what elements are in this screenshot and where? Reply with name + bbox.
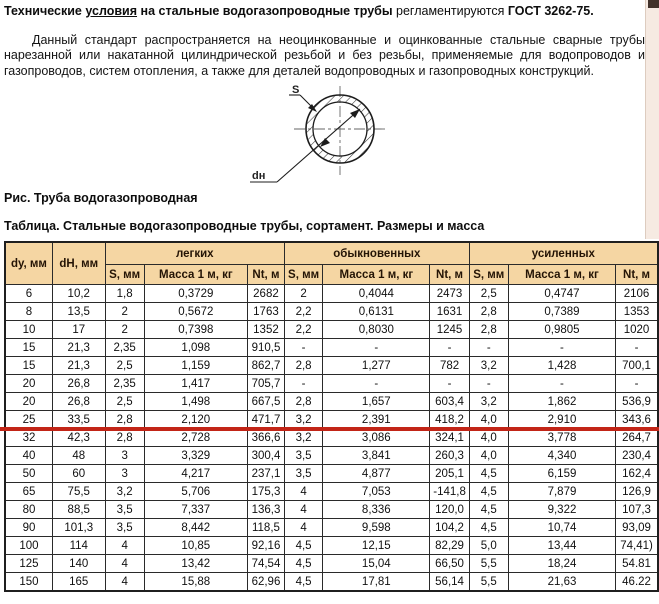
- table-cell: 3,2: [105, 483, 144, 501]
- table-cell: 50: [5, 465, 52, 483]
- table-cell: 54.81: [616, 555, 658, 573]
- table-cell: 1,277: [323, 357, 430, 375]
- table-cell: 126,9: [616, 483, 658, 501]
- table-cell: 13,5: [52, 303, 105, 321]
- table-cell: 5,5: [469, 573, 508, 592]
- table-cell: 15,04: [323, 555, 430, 573]
- table-cell: 4,0: [469, 447, 508, 465]
- table-cell: 3,2: [285, 411, 323, 429]
- table-cell: 2,35: [105, 375, 144, 393]
- table-cell: 75,5: [52, 483, 105, 501]
- table-cell: 3,841: [323, 447, 430, 465]
- table-row: [5, 357, 658, 375]
- table-cell: 1020: [616, 321, 658, 339]
- table-cell: 17,81: [323, 573, 430, 592]
- table-cell: 65: [5, 483, 52, 501]
- table-cell: -: [469, 339, 508, 357]
- table-cell: -: [285, 375, 323, 393]
- table-cell: 165: [52, 573, 105, 592]
- table-cell: 48: [52, 447, 105, 465]
- table-cell: 5,706: [144, 483, 247, 501]
- table-cell: -: [616, 339, 658, 357]
- table-cell: 4,0: [469, 411, 508, 429]
- table-cell: 10,2: [52, 285, 105, 303]
- table-cell: 1763: [247, 303, 284, 321]
- table-row: [5, 465, 658, 483]
- table-cell: 2,8: [105, 429, 144, 447]
- table-cell: 21,3: [52, 339, 105, 357]
- table-cell: 2473: [430, 285, 469, 303]
- table-cell: 0,6131: [323, 303, 430, 321]
- table-cell: 4: [105, 573, 144, 592]
- header-sub: Масса 1 м, кг: [323, 265, 430, 285]
- table-cell: 4,5: [469, 483, 508, 501]
- title-lead: Технические: [4, 4, 82, 18]
- header-dn: dH, мм: [52, 242, 105, 285]
- table-cell: 2,8: [469, 303, 508, 321]
- table-body: [5, 285, 658, 592]
- table-cell: 4: [285, 501, 323, 519]
- table-cell: 2,8: [469, 321, 508, 339]
- table-cell: 1,498: [144, 393, 247, 411]
- table-cell: 15: [5, 357, 52, 375]
- table-cell: 7,337: [144, 501, 247, 519]
- header-dy: dy, мм: [5, 242, 52, 285]
- table-cell: -: [285, 339, 323, 357]
- table-cell: 21,3: [52, 357, 105, 375]
- table-cell: 1631: [430, 303, 469, 321]
- table-row: [5, 573, 658, 592]
- table-cell: 910,5: [247, 339, 284, 357]
- table-cell: 4: [105, 555, 144, 573]
- table-cell: 2,8: [285, 357, 323, 375]
- table-cell: 10,74: [508, 519, 615, 537]
- table-cell: 418,2: [430, 411, 469, 429]
- table-cell: 74,54: [247, 555, 284, 573]
- table-cell: 9,598: [323, 519, 430, 537]
- table-cell: 4,5: [469, 519, 508, 537]
- table-cell: 0,5672: [144, 303, 247, 321]
- table-cell: 471,7: [247, 411, 284, 429]
- table-row: [5, 429, 658, 447]
- table-cell: 175,3: [247, 483, 284, 501]
- table-cell: 260,3: [430, 447, 469, 465]
- table-cell: 5,0: [469, 537, 508, 555]
- table-cell: 300,4: [247, 447, 284, 465]
- table-cell: 536,9: [616, 393, 658, 411]
- table-cell: 3: [105, 447, 144, 465]
- table-cell: 205,1: [430, 465, 469, 483]
- pipe-cross-section-drawing: [220, 83, 460, 187]
- table-cell: 8,336: [323, 501, 430, 519]
- table-cell: 33,5: [52, 411, 105, 429]
- table-cell: 230,4: [616, 447, 658, 465]
- table-cell: 2106: [616, 285, 658, 303]
- table-cell: 3,5: [105, 519, 144, 537]
- table-cell: 603,4: [430, 393, 469, 411]
- table-cell: 4: [285, 519, 323, 537]
- table-cell: 1,8: [105, 285, 144, 303]
- table-cell: 5,5: [469, 555, 508, 573]
- table-cell: 100: [5, 537, 52, 555]
- table-row: [5, 339, 658, 357]
- table-cell: 62,96: [247, 573, 284, 592]
- table-cell: 343,6: [616, 411, 658, 429]
- table-cell: 118,5: [247, 519, 284, 537]
- table-cell: 1,862: [508, 393, 615, 411]
- table-cell: 66,50: [430, 555, 469, 573]
- header-group: обыкновенных: [285, 242, 470, 265]
- table-cell: 2,5: [105, 357, 144, 375]
- table-cell: 0,4747: [508, 285, 615, 303]
- table-cell: 1245: [430, 321, 469, 339]
- pipes-table: [4, 241, 659, 592]
- table-cell: 1353: [616, 303, 658, 321]
- table-row: [5, 393, 658, 411]
- table-cell: 3,329: [144, 447, 247, 465]
- table-cell: -: [430, 339, 469, 357]
- table-cell: 2,5: [469, 285, 508, 303]
- outer-diameter-label: dн: [252, 170, 266, 183]
- table-row: [5, 501, 658, 519]
- table-cell: 93,09: [616, 519, 658, 537]
- gost-number: ГОСТ 3262-75.: [507, 4, 594, 18]
- table-cell: -: [469, 375, 508, 393]
- header-sub: Масса 1 м, кг: [144, 265, 247, 285]
- header-group: легких: [105, 242, 284, 265]
- table-cell: 667,5: [247, 393, 284, 411]
- table-cell: 40: [5, 447, 52, 465]
- table-row: [5, 303, 658, 321]
- table-cell: 42,3: [52, 429, 105, 447]
- table-row: [5, 447, 658, 465]
- table-cell: 2: [285, 285, 323, 303]
- title-subject: на стальные водогазопроводные трубы: [140, 4, 393, 18]
- table-caption: Таблица. Стальные водогазопроводные трубы, сортамент. Размеры и масса: [4, 219, 485, 234]
- table-cell: 2,2: [285, 303, 323, 321]
- table-row: [5, 483, 658, 501]
- table-cell: 3,5: [285, 447, 323, 465]
- table-cell: 150: [5, 573, 52, 592]
- header-sub: Nt, м: [616, 265, 658, 285]
- table-cell: 3,086: [323, 429, 430, 447]
- table-cell: -: [323, 375, 430, 393]
- table-cell: 4: [105, 537, 144, 555]
- table-cell: 15,88: [144, 573, 247, 592]
- table-cell: 25: [5, 411, 52, 429]
- table-cell: 7,053: [323, 483, 430, 501]
- header-sub: Масса 1 м, кг: [508, 265, 615, 285]
- table-cell: 4,217: [144, 465, 247, 483]
- table-cell: 2,391: [323, 411, 430, 429]
- table-cell: 4,5: [285, 555, 323, 573]
- page-title: [4, 4, 645, 20]
- table-cell: 4,5: [469, 501, 508, 519]
- table-cell: 3,778: [508, 429, 615, 447]
- table-cell: 0,7389: [508, 303, 615, 321]
- table-cell: 2,5: [105, 393, 144, 411]
- table-cell: 3,5: [105, 501, 144, 519]
- table-cell: 32: [5, 429, 52, 447]
- table-cell: 8,442: [144, 519, 247, 537]
- header-sub: S, мм: [469, 265, 508, 285]
- table-cell: 2682: [247, 285, 284, 303]
- table-cell: 3: [105, 465, 144, 483]
- table-cell: 0,9805: [508, 321, 615, 339]
- table-cell: 60: [52, 465, 105, 483]
- table-header: [5, 242, 658, 285]
- table-cell: 1,098: [144, 339, 247, 357]
- table-cell: 1,428: [508, 357, 615, 375]
- table-cell: 13,44: [508, 537, 615, 555]
- table-cell: 2,8: [285, 393, 323, 411]
- table-cell: 90: [5, 519, 52, 537]
- figure-caption: Рис. Труба водогазопроводная: [4, 191, 198, 206]
- table-cell: 3,2: [469, 393, 508, 411]
- title-link-word[interactable]: условия: [85, 4, 138, 18]
- table-cell: 120,0: [430, 501, 469, 519]
- table-cell: -: [616, 375, 658, 393]
- table-cell: -141,8: [430, 483, 469, 501]
- table-cell: 862,7: [247, 357, 284, 375]
- table-cell: 17: [52, 321, 105, 339]
- wall-thickness-label: S: [292, 84, 300, 97]
- table-row: [5, 375, 658, 393]
- table-cell: 7,879: [508, 483, 615, 501]
- table-cell: 2,2: [285, 321, 323, 339]
- table-cell: -: [508, 375, 615, 393]
- table-row: [5, 519, 658, 537]
- table-cell: 1,657: [323, 393, 430, 411]
- table-cell: 4,0: [469, 429, 508, 447]
- table-cell: 26,8: [52, 393, 105, 411]
- table-cell: 82,29: [430, 537, 469, 555]
- table-cell: 15: [5, 339, 52, 357]
- table-cell: 92,16: [247, 537, 284, 555]
- table-cell: 705,7: [247, 375, 284, 393]
- intro-paragraph: Данный стандарт распространяется на неоцинкованные и оцинкованные стальные сварные трубы нарезанной или накатанной цилиндрической резьбой и без резьбы, применяемые для водопроводов и газопроводов, систем отопления, а также для деталей водопроводных и газопроводных конструкций.: [4, 32, 645, 78]
- table-cell: 80: [5, 501, 52, 519]
- table-cell: 1,159: [144, 357, 247, 375]
- table-cell: 20: [5, 393, 52, 411]
- table-cell: 366,6: [247, 429, 284, 447]
- title-verb: регламентируются: [396, 4, 505, 18]
- table-cell: 4,5: [469, 465, 508, 483]
- table-cell: 2,35: [105, 339, 144, 357]
- table-cell: 21,63: [508, 573, 615, 592]
- table-cell: 26,8: [52, 375, 105, 393]
- table-cell: 56,14: [430, 573, 469, 592]
- table-cell: 324,1: [430, 429, 469, 447]
- table-row: [5, 555, 658, 573]
- table-cell: 0,3729: [144, 285, 247, 303]
- header-sub: S, мм: [285, 265, 323, 285]
- header-sub: Nt, м: [247, 265, 284, 285]
- table-cell: -: [323, 339, 430, 357]
- table-row: [5, 537, 658, 555]
- table-row: [5, 321, 658, 339]
- table-row: [5, 285, 658, 303]
- table-cell: 10: [5, 321, 52, 339]
- table-cell: 2: [105, 303, 144, 321]
- table-cell: 88,5: [52, 501, 105, 519]
- table-cell: 0,4044: [323, 285, 430, 303]
- table-cell: 1,417: [144, 375, 247, 393]
- table-cell: 6: [5, 285, 52, 303]
- table-cell: 9,322: [508, 501, 615, 519]
- table-cell: 125: [5, 555, 52, 573]
- table-cell: 2: [105, 321, 144, 339]
- table-cell: 2,910: [508, 411, 615, 429]
- header-group: усиленных: [469, 242, 658, 265]
- table-cell: 13,42: [144, 555, 247, 573]
- table-cell: -: [430, 375, 469, 393]
- pipe-figure: [4, 83, 645, 187]
- table-cell: 4,340: [508, 447, 615, 465]
- table-cell: 3,2: [469, 357, 508, 375]
- table-cell: 700,1: [616, 357, 658, 375]
- table-cell: 237,1: [247, 465, 284, 483]
- table-cell: 4,5: [285, 537, 323, 555]
- table-cell: 3,5: [285, 465, 323, 483]
- table-cell: 4,5: [285, 573, 323, 592]
- table-cell: 162,4: [616, 465, 658, 483]
- highlight-red-line: [0, 427, 659, 431]
- table-cell: 0,7398: [144, 321, 247, 339]
- table-cell: 6,159: [508, 465, 615, 483]
- table-cell: 104,2: [430, 519, 469, 537]
- table-cell: 8: [5, 303, 52, 321]
- table-cell: 101,3: [52, 519, 105, 537]
- table-cell: 20: [5, 375, 52, 393]
- table-cell: 2,728: [144, 429, 247, 447]
- header-sub: S, мм: [105, 265, 144, 285]
- table-cell: 1352: [247, 321, 284, 339]
- table-cell: 0,8030: [323, 321, 430, 339]
- table-cell: 12,15: [323, 537, 430, 555]
- table-cell: 4: [285, 483, 323, 501]
- table-cell: 74,41): [616, 537, 658, 555]
- table-cell: 782: [430, 357, 469, 375]
- table-cell: 136,3: [247, 501, 284, 519]
- table-cell: 10,85: [144, 537, 247, 555]
- table-cell: -: [508, 339, 615, 357]
- table-cell: 264,7: [616, 429, 658, 447]
- table-cell: 140: [52, 555, 105, 573]
- table-cell: 3,2: [285, 429, 323, 447]
- table-cell: 114: [52, 537, 105, 555]
- table-cell: 18,24: [508, 555, 615, 573]
- table-cell: 2,120: [144, 411, 247, 429]
- table-cell: 2,8: [105, 411, 144, 429]
- table-cell: 4,877: [323, 465, 430, 483]
- header-sub: Nt, м: [430, 265, 469, 285]
- table-cell: 46.22: [616, 573, 658, 592]
- table-cell: 107,3: [616, 501, 658, 519]
